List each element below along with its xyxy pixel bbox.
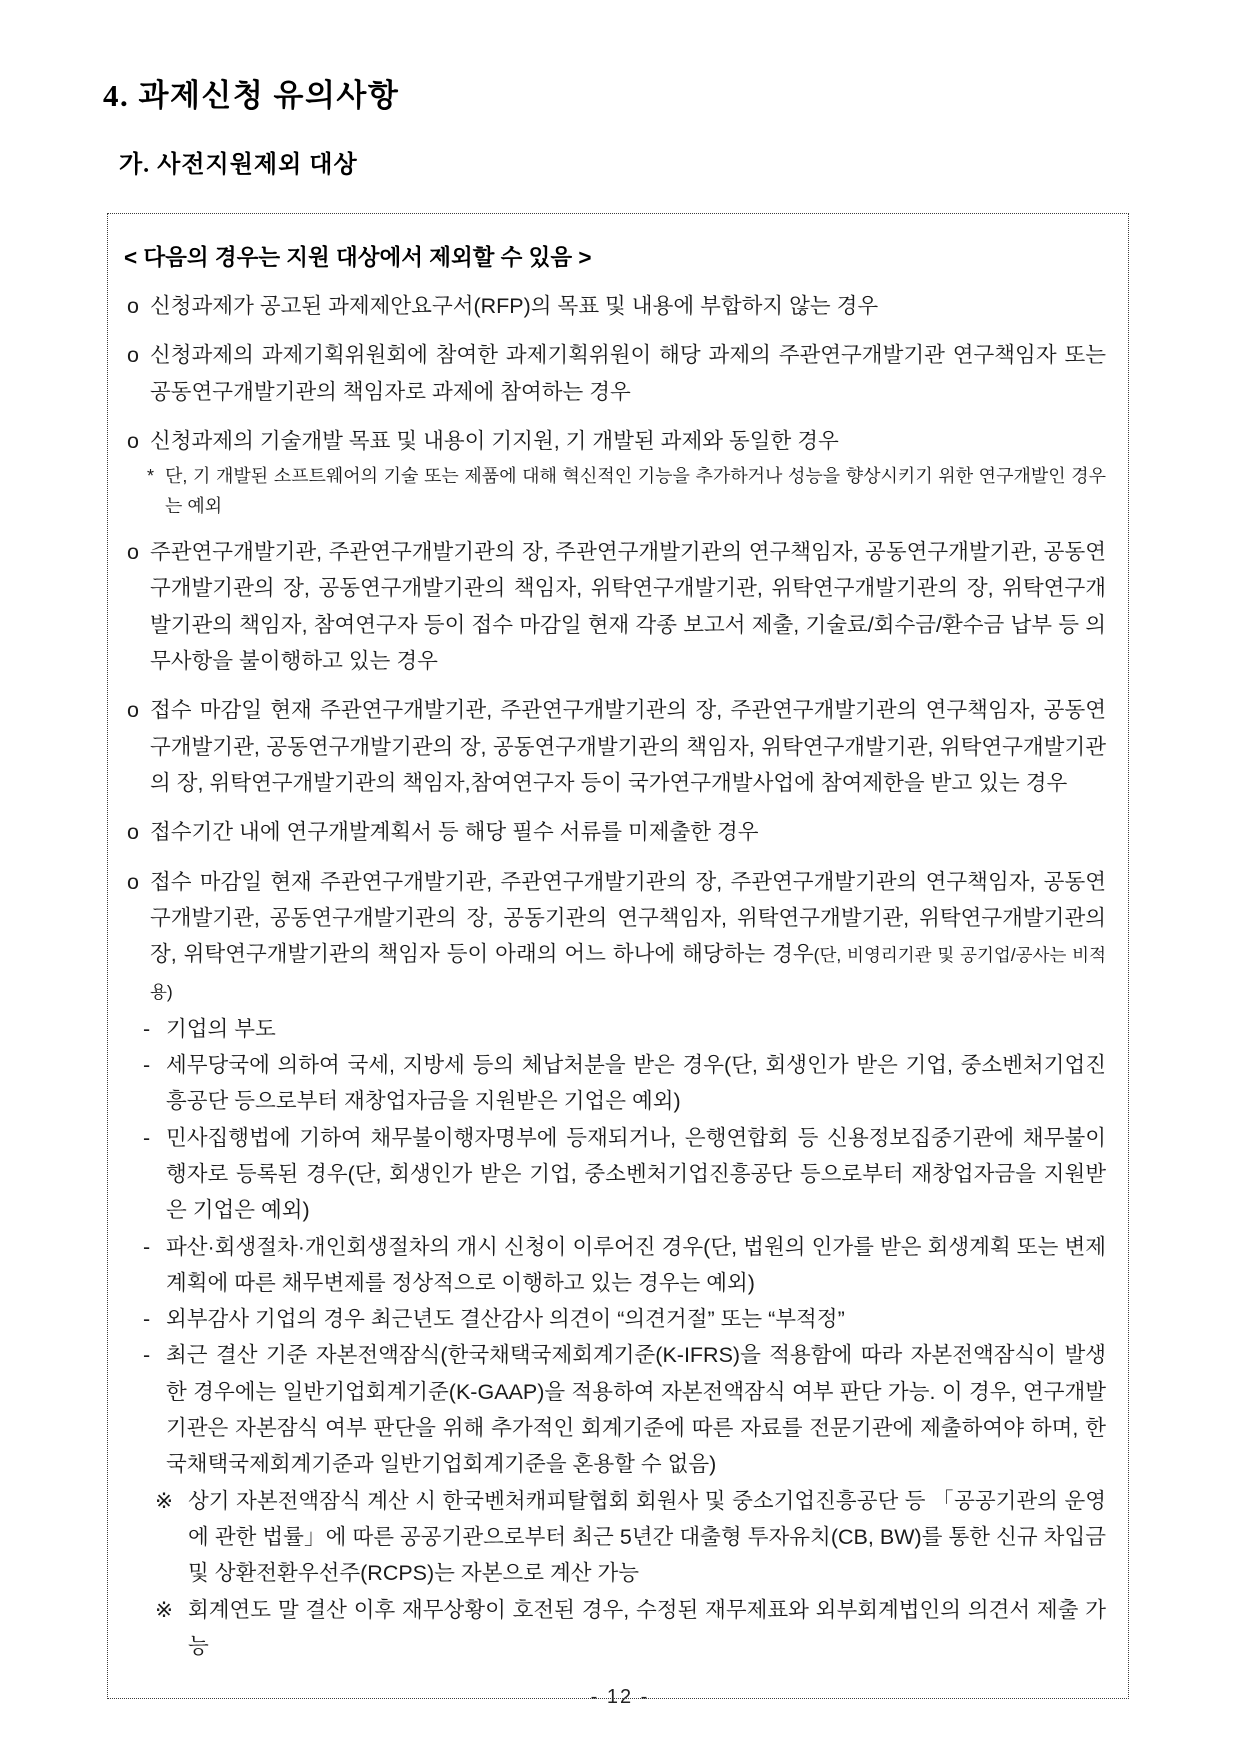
list-item [108, 814, 1106, 850]
bullet-row [108, 337, 1106, 410]
dash-marker: - [143, 1234, 151, 1259]
bullet-text: 접수 마감일 현재 주관연구개발기관, 주관연구개발기관의 장, 주관연구개발기관의 연구책임자, 공동연구개발기관, 공동연구개발기관의 장, 공동연구개발기관의 책임자, 위탁연구개발기관, 위탁연구개발기관의 장, 위탁연구개발기관의 책임자,참여연구자 등이 국가연구개발사업에 참여제한을 받고 있는 경우 [150, 698, 1106, 795]
reference-note-text: 상기 자본전액잠식 계산 시 한국벤처캐피탈협회 회원사 및 중소기업진흥공단 등 「공공기관의 운영에 관한 법률」에 따른 공공기관으로부터 최근 5년간 대출형 투자유치(CB, BW)를 통한 신규 차입금 및 상환전환우선주(RCPS)는 자본으로 계산 가능 [188, 1488, 1106, 1586]
dash-item-text: 세무당국에 의하여 국세, 지방세 등의 체납처분을 받은 경우(단, 회생인가 받은 기업, 중소벤처기업진흥공단 등으로부터 재창업자금을 지원받은 기업은 예외) [166, 1053, 1106, 1114]
bullet-marker: o [127, 540, 139, 565]
bullet-text: 접수 마감일 현재 주관연구개발기관, 주관연구개발기관의 장, 주관연구개발기관의 연구책임자, 공동연구개발기관, 공동연구개발기관의 장, 공동기관의 연구책임자, 위탁연구개발기관, 위탁연구개발기관의 장, 위탁연구개발기관의 책임자 등이 아래의 어느 하나에 해당하는 경우 [150, 869, 1106, 967]
dash-item-text: 최근 결산 기준 자본전액잠식(한국채택국제회계기준(K-IFRS)을 적용함에 따라 자본전액잠식이 발생한 경우에는 일반기업회계기준(K-GAAP)을 적용하여 자본전액잠식 여부 판단 가능. 이 경우, 연구개발기관은 자본잠식 여부 판단을 위해 추가적인 회계기준에 따른 자료를 전문기관에 제출하여야 하며, 한국채택국제회계기준과 일반기업회계기준을 혼용할 수 없음) [166, 1343, 1106, 1477]
notice-box-header: < 다음의 경우는 지원 대상에서 제외할 수 있음 > [124, 245, 592, 270]
page-title: 4. 과제신청 유의사항 [103, 78, 400, 113]
bullet-marker: o [127, 869, 139, 894]
bullet-marker: o [127, 343, 139, 368]
dash-marker: - [143, 1125, 151, 1150]
exception-subnote [108, 461, 1106, 521]
bullet-text: 신청과제의 과제기획위원회에 참여한 과제기획위원이 해당 과제의 주관연구개발기관 연구책임자 또는 공동연구개발기관의 책임자로 과제에 참여하는 경우 [150, 343, 1106, 404]
list-item [108, 337, 1106, 410]
reference-marker: ※ [155, 1488, 174, 1513]
dash-item [108, 1047, 1106, 1120]
bullet-row [108, 814, 1106, 850]
asterisk-marker: * [147, 466, 155, 487]
bullet-text: 접수기간 내에 연구개발계획서 등 해당 필수 서류를 미제출한 경우 [150, 820, 759, 845]
list-item [108, 288, 1106, 324]
bullet-marker: o [127, 698, 139, 723]
bullet-row [108, 534, 1106, 679]
bullet-text: 신청과제의 기술개발 목표 및 내용이 기지원, 기 개발된 과제와 동일한 경우 [150, 428, 839, 453]
bullet-marker: o [127, 294, 139, 318]
reference-note [108, 1592, 1106, 1665]
dash-marker: - [143, 1053, 151, 1078]
bullet-row [108, 692, 1106, 801]
bullet-text-small: (단, 비영리기관 및 공기업/공사는 비적용) [150, 945, 1106, 1003]
dash-item-text: 외부감사 기업의 경우 최근년도 결산감사 의견이 “의견거절” 또는 “부적정” [166, 1307, 845, 1332]
bullet-row [108, 423, 1106, 459]
dash-item [108, 1337, 1106, 1482]
dash-item-text: 기업의 부도 [166, 1016, 276, 1041]
subnote-text: 단, 기 개발된 소프트웨어의 기술 또는 제품에 대해 혁신적인 기능을 추가하거나 성능을 향상시키기 위한 연구개발인 경우는 예외 [165, 466, 1106, 517]
list-item [108, 423, 1106, 521]
dash-item [108, 1120, 1106, 1229]
page-number: - 12 - [590, 1686, 650, 1708]
reference-note [108, 1483, 1106, 1592]
reference-note-text: 회계연도 말 결산 이후 재무상황이 호전된 경우, 수정된 재무제표와 외부회계법인의 의견서 제출 가능 [188, 1597, 1106, 1658]
bullet-row [108, 288, 1106, 324]
list-item [108, 534, 1106, 679]
dash-item-text: 파산·회생절차·개인회생절차의 개시 신청이 이루어진 경우(단, 법원의 인가를 받은 회생계획 또는 변제계획에 따른 채무변제를 정상적으로 이행하고 있는 경우는 예외) [166, 1234, 1106, 1295]
dash-marker: - [143, 1307, 151, 1332]
bullet-text: 주관연구개발기관, 주관연구개발기관의 장, 주관연구개발기관의 연구책임자, 공동연구개발기관, 공동연구개발기관의 장, 공동연구개발기관의 책임자, 위탁연구개발기관, 위탁연구개발기관의 장, 위탁연구개발기관의 책임자, 참여연구자 등이 접수 마감일 현재 각종 보고서 제출, 기술료/회수금/환수금 납부 등 의무사항을 불이행하고 있는 경우 [150, 540, 1106, 674]
reference-marker: ※ [155, 1597, 174, 1622]
bullet-marker: o [127, 428, 139, 453]
list-item [108, 864, 1106, 1665]
section-heading: 가. 사전지원제외 대상 [119, 152, 358, 178]
dash-item [108, 1229, 1106, 1302]
dash-marker: - [143, 1343, 151, 1368]
dash-item [108, 1301, 1106, 1337]
bullet-row [108, 864, 1106, 1011]
bullet-text: 신청과제가 공고된 과제제안요구서(RFP)의 목표 및 내용에 부합하지 않는 경우 [150, 294, 879, 318]
bullet-marker: o [127, 820, 139, 845]
exclusion-notice-box [107, 213, 1129, 1699]
list-item [108, 692, 1106, 801]
dash-item-text: 민사집행법에 기하여 채무불이행자명부에 등재되거나, 은행연합회 등 신용정보집중기관에 채무불이행자로 등록된 경우(단, 회생인가 받은 기업, 중소벤처기업진흥공단 등으로부터 재창업자금을 지원받은 기업은 예외) [166, 1125, 1106, 1223]
dash-item [108, 1011, 1106, 1047]
dash-marker: - [143, 1016, 151, 1041]
